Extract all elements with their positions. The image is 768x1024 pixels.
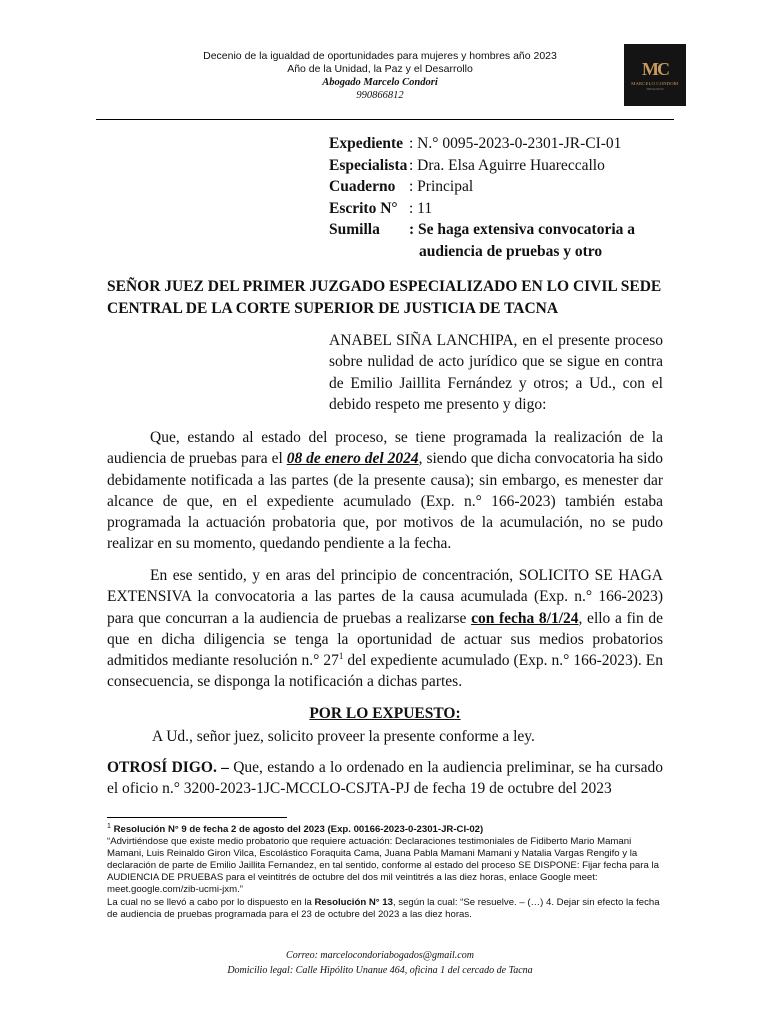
header-decade-line: Decenio de la igualdad de oportunidades para mujeres y hombres año 2023	[203, 50, 557, 62]
p2-text-c: del expediente acumulado (Exp. n.° 166-2023). En consecuencia, se disponga la notificación a dichas partes.	[107, 652, 663, 691]
meta-value: : Dra. Elsa Aguirre Huareccallo	[409, 156, 605, 174]
meta-value-cont: audiencia de pruebas y otro	[419, 242, 603, 260]
meta-key: Escrito N°	[329, 199, 398, 217]
footnote-divider	[107, 817, 287, 818]
logo-sub: ABOGADOS	[646, 86, 664, 91]
por-lo-expuesto-heading: POR LO EXPUESTO:	[309, 705, 461, 722]
p2-hearing-date: con fecha 8/1/24	[471, 609, 579, 627]
meta-key: Sumilla	[329, 221, 380, 238]
footnote-title-line	[107, 824, 663, 836]
footnote-number: 1	[107, 822, 111, 830]
header-lawyer-name: Abogado Marcelo Condori	[322, 77, 438, 88]
meta-key: Expediente	[329, 135, 404, 152]
meta-value: : Se haga extensiva convocatoria a	[409, 221, 636, 238]
footnote-resolution: Resolución N° 13	[314, 896, 393, 908]
firm-logo	[624, 44, 686, 106]
meta-key: Cuaderno	[329, 178, 396, 195]
header-divider	[96, 119, 674, 120]
p2-text-a: En ese sentido, y en aras del principio de concentración, SOLICITO SE HAGA EXTENSIVA la convocatoria a las partes de la causa acumulada (Exp. n.° 166-2023) para que concurran a la audiencia de pruebas a realizarse	[107, 567, 663, 627]
meta-row-especialista	[329, 155, 689, 177]
paragraph-1	[107, 427, 663, 555]
footer-address: Domicilio legal: Calle Hipólito Unanue 464, oficina 1 del cercado de Tacna	[227, 965, 533, 976]
otrosi-paragraph	[107, 757, 663, 800]
page-footer	[180, 948, 580, 978]
meta-value: : 11	[409, 199, 433, 217]
paragraph-3: A Ud., señor juez, solicito proveer la presente conforme a ley.	[152, 728, 535, 745]
meta-value: : N.° 0095-2023-0-2301-JR-CI-01	[409, 135, 622, 152]
footnote-text-a: La cual no se llevó a cabo por lo dispuesto en la	[107, 896, 315, 908]
footnote-resolution-line	[107, 897, 663, 921]
meta-row-expediente	[329, 133, 689, 155]
footnote-title: Resolución N° 9 de fecha 2 de agosto del 2023 (Exp. 00166-2023-0-2301-JR-CI-02)	[113, 824, 484, 835]
logo-name: MARCELO CONDORI	[631, 80, 679, 86]
p2-text-b: , ello a fin de que en dicha diligencia se tenga la oportunidad de actuar sus medios probatorios admitidos mediante resolución n.° 27	[107, 609, 663, 670]
meta-row-sumilla	[329, 219, 689, 241]
otrosi-lead: OTROSÍ DIGO. –	[107, 759, 229, 776]
p1-text-b: , siendo que dicha convocatoria ha sido debidamente notificada a las partes (de la presente causa); sin embargo, es menester dar alcance de que, en el expediente acumulado (Exp. n.° 166-2023) también estaba programada la actuación probatoria que, por motivos de la acumulación, no se pudo realizar en su momento, quedando pendiente a la fecha.	[107, 450, 663, 553]
footnote	[107, 824, 663, 921]
court-address: SEÑOR JUEZ DEL PRIMER JUZGADO ESPECIALIZADO EN LO CIVIL SEDE CENTRAL DE LA CORTE SUPERIOR DE JUSTICIA DE TACNA	[107, 278, 662, 317]
meta-row-sumilla-cont	[329, 241, 689, 263]
p1-text-a: Que, estando al estado del proceso, se tiene programada la realización de la audiencia de pruebas para el	[107, 429, 663, 468]
paragraph-2	[107, 565, 663, 693]
p1-hearing-date: 08 de enero del 2024	[286, 450, 419, 468]
page-header	[180, 50, 580, 102]
intro-paragraph: ANABEL SIÑA LANCHIPA, en el presente proceso sobre nulidad de acto jurídico que se sigue en contra de Emilio Jaillita Fernández y otros; a Ud., con el debido respeto me presento y digo:	[329, 332, 663, 413]
otrosi-text: Que, estando a lo ordenado en la audiencia preliminar, se ha cursado el oficio n.° 3200-2023-1JC-MCCLO-CSJTA-PJ de fecha 19 de octubre del 2023	[107, 759, 663, 798]
meta-row-cuaderno	[329, 176, 689, 198]
footnote-text-b: , según la cual: “Se resuelve. – (…) 4. Dejar sin efecto la fecha de audiencia de pruebas programada para el 23 de octubre del 2023 a las diez horas.	[107, 896, 660, 920]
header-phone: 990866812	[356, 90, 404, 101]
meta-key: Especialista	[329, 156, 408, 174]
footer-email: Correo: marcelocondoriabogados@gmail.com	[286, 950, 474, 961]
header-year-line: Año de la Unidad, la Paz y el Desarrollo	[287, 63, 473, 75]
footnote-body: “Advirtiéndose que existe medio probatorio que requiere actuación: Declaraciones testimoniales de Fidiberto Mario Mamani Mamani, Luis Reinaldo Giron Vilca, Escolástico Foraquita Cama, Juana Pabla Mamani Mamani y Natalia Vargas Rengifo y la declaración de parte de Emilio Jaillita Fernandez, en tal sentido, conforme al estado del proceso SE DISPONE: Fijar fecha para la AUDIENCIA DE PRUEBAS para el veintitrés de octubre del dos mil veintitrés a las diez horas, enlace Google meet: meet.google.com/zib-ucmi-jxm.”	[107, 836, 659, 896]
meta-row-escrito	[329, 198, 689, 220]
footnote-ref: 1	[338, 651, 344, 662]
case-metadata	[329, 133, 689, 262]
meta-value: : Principal	[409, 178, 474, 195]
logo-mark: MC	[642, 58, 668, 79]
